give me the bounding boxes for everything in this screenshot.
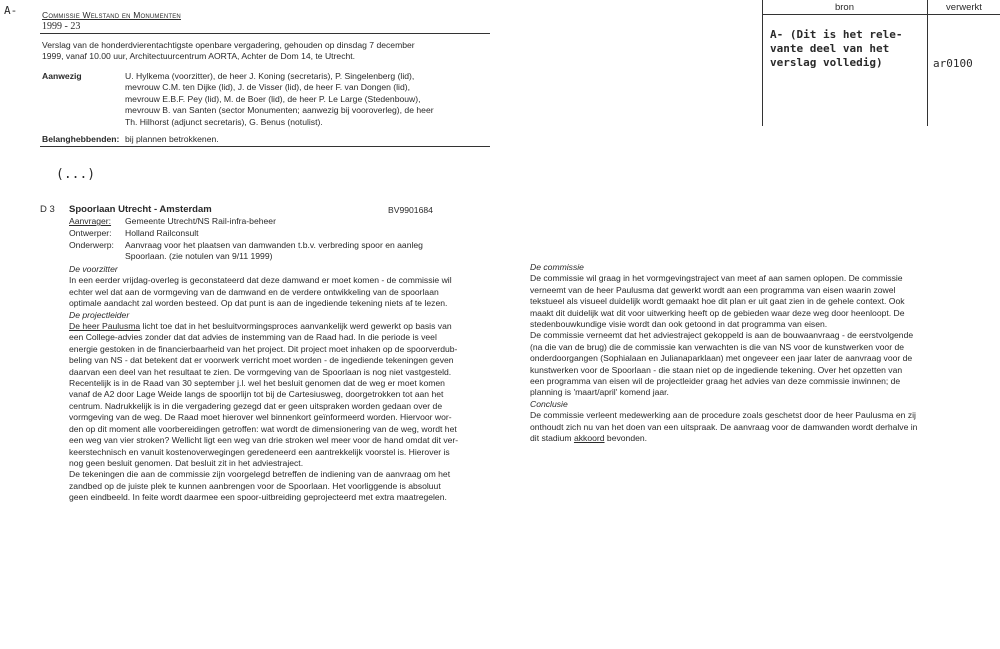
chair-line: echter wel dat aan de vormgeving van de damwand en de verdere ontwikkeling van de spoorlaan (69, 286, 439, 297)
box-header-rule (762, 14, 1000, 15)
right-column (530, 262, 975, 445)
ellipsis: (...) (56, 167, 96, 182)
designer-value: Holland Railconsult (125, 228, 199, 238)
left-column (69, 264, 509, 504)
projectleader-line: keerstechnisch en vanuit kostenoverwegingen geredeneerd een aantrekkelijk voorstel is. Hierover is (69, 446, 450, 457)
verdict-word: akkoord (573, 433, 605, 444)
present-line: mevrouw B. van Santen (sector Monumenten; aanwezig bij vooroverleg), de heer (125, 105, 434, 116)
projectleader-line: geen eindbeeld. In feite wordt daarmee een spoor-uitbreiding geprojecteerd met extra maatregelen. (69, 492, 447, 503)
subject-label: Onderwerp: (69, 240, 114, 250)
projectleader-name: De heer Paulusma (69, 321, 141, 332)
chair-line: In een eerder vrijdag-overleg is geconstateerd dat deze damwand er moet komen - de commissie wil (69, 275, 452, 286)
conclusion-last-pre: dit stadium (530, 433, 574, 444)
source-note-line: vante deel van het (770, 42, 890, 55)
present-line: Th. Hilhorst (adjunct secretaris), G. Benus (notulist). (125, 116, 323, 127)
source-code: ar0100 (933, 57, 973, 70)
projectleader-line: centrum. Nadrukkelijk is in die vergadering gezegd dat er geen uitspraken worden gedaan over de (69, 400, 443, 411)
conclusion-line: onthoudt zich nu van het doen van een uitspraak. De aanvraag voor de damwanden wordt derhalve in (530, 421, 918, 432)
bron-header: bron (834, 2, 854, 13)
projectleader-line: energie gestoken in de financierbaarheid van het project. Dit project moet inhaken op de spoorverdub- (69, 343, 458, 354)
present-label: Aanwezig (42, 71, 82, 81)
commission-line: (na die van de brug) die de commissie kan verwachten is die van NS voor de kunstwerken voor de (530, 341, 905, 352)
box-left-border (762, 0, 763, 126)
commission-line: kunstwerken voor de Spoorlaan - die staan niet op de ingediende tekening. Over het opzetten van (530, 364, 903, 375)
projectleader-line: De tekeningen die aan de commissie zijn voorgelegd betreffen de indiening van de aanvraag om het (69, 469, 451, 480)
present-line: mevrouw E.B.F. Pey (lid), M. de Boer (lid), de heer P. Le Large (Stedenbouw), (125, 93, 421, 104)
source-note-line: A- (Dit is het rele- (770, 28, 903, 41)
projectleader-line: een weg van vier stroken? Wellicht ligt een weg van drie stroken wel meer voor de hand omdat dit ver- (69, 435, 459, 446)
projectleader-heading: De projectleider (69, 309, 130, 320)
header-bottom-rule (40, 146, 490, 147)
intro-line: 1999, vanaf 10.00 uur, Architectuurcentrum AORTA, Achter de Dom 14, te Utrecht. (42, 51, 356, 62)
projectleader-line: nog geen besluit genomen. Dat besluit zit in het adviestraject. (69, 457, 304, 468)
report-intro (42, 40, 512, 63)
present-line: U. Hylkema (voorzitter), de heer J. Koning (secretaris), P. Singelenberg (lid), (125, 71, 415, 81)
item-reference: BV9901684 (388, 205, 433, 215)
commission-heading: De commissie (530, 262, 584, 272)
projectleader-line: daarvan een deel van het resultaat te zien. De vormgeving van de Spoorlaan is nog niet vastgesteld. (69, 366, 452, 377)
applicant-value: Gemeente Utrecht/NS Rail-infra-beheer (125, 216, 276, 226)
projectleader-line: Recentelijk is in de Raad van 30 september j.l. wel het besluit genomen dat de weg er moet komen (69, 378, 445, 389)
verwerkt-header: verwerkt (946, 2, 982, 13)
projectleader-first-line (69, 321, 509, 332)
margin-mark: A- (4, 4, 18, 17)
present-list (125, 71, 525, 128)
commission-line: planning is 'maart/april' komend jaar. (530, 387, 669, 398)
projectleader-line: vanaf de A2 door Lage Weide langs de spoorlijn tot bij de Cartesiusweg, doorgetrokken tot aan het (69, 389, 444, 400)
commission-line: verneemt van de heer Paulusma dat gewerkt wordt aan een programma van eisen waarin zowel (530, 284, 896, 295)
projectleader-first-rest: licht toe dat in het besluitvormingsproces aanvankelijk werd gewerkt op basis van (140, 321, 452, 332)
commission-line: een programma van eisen wil de projectleider graag het advies van deze commissie inwinnen; de (530, 376, 901, 387)
projectleader-line: den op dit moment alle voorbereidingen getroffen: wat wordt de dimensionering van de weg, wordt het (69, 423, 457, 434)
conclusion-heading: Conclusie (530, 398, 568, 409)
source-note-line: verslag volledig) (770, 56, 883, 69)
conclusion-last-line (530, 433, 975, 444)
projectleader-line: een College-advies zonder dat dat advies de instemming van de Raad had. In die periode is veel (69, 332, 437, 343)
item-number: D 3 (40, 204, 55, 215)
conclusion-last-post: bevonden. (604, 433, 648, 444)
designer-label: Ontwerper: (69, 228, 112, 238)
interested-value: bij plannen betrokkenen. (125, 134, 219, 144)
subject-line: Aanvraag voor het plaatsen van damwanden t.b.v. verbreding spoor en aanleg (125, 240, 423, 250)
interested-label: Belanghebbenden: (42, 134, 120, 144)
commission-line: maakt dit duidelijk wat dit voor uitwerking heeft op de gebieden waar deze weg door heenloopt. De (530, 307, 905, 318)
present-line: mevrouw C.M. ten Dijke (lid), J. de Visser (lid), de heer F. van Dongen (lid), (125, 82, 410, 93)
box-divider (927, 0, 928, 126)
subject-value (125, 240, 515, 263)
commission-line: De commissie verneemt dat het adviestraject gekoppeld is aan de bouwaanvraag - de eerstvolgende (530, 330, 914, 341)
chair-heading: De voorzitter (69, 264, 118, 274)
organization-name: Commissie Welstand en Monumenten (42, 10, 181, 20)
source-note (770, 28, 925, 70)
projectleader-line: zandbed op de juiste plek te kunnen aanbrengen voor de Spoorlaan. Het voorliggende is absoluut (69, 480, 441, 491)
item-title: Spoorlaan Utrecht - Amsterdam (69, 204, 212, 215)
commission-line: tekstueel als visueel duidelijk wordt gemaakt hoe dit plan er uit gaat zien in de gehele context. Ook (530, 296, 905, 307)
conclusion-line: De commissie verleent medewerking aan de procedure zoals geschetst door de heer Paulusma en zij (530, 410, 916, 421)
subject-line: Spoorlaan. (zie notulen van 9/11 1999) (125, 251, 273, 262)
commission-line: stedenbouwkundige visie wordt dan ook getoond in dat programma van eisen. (530, 319, 828, 330)
commission-line: onderdoorgangen (Sophialaan en Julianaparklaan) met ongeveer een jaar later de aanvraag voor de (530, 353, 913, 364)
commission-line: De commissie wil graag in het vormgevingstraject van meet af aan samen oplopen. De commissie (530, 273, 903, 284)
header-rule (40, 33, 490, 34)
projectleader-line: beling van NS - dat betekent dat er voorwerk verricht moet worden - de ingediende tekeningen geven (69, 355, 454, 366)
applicant-label: Aanvrager: (69, 216, 112, 226)
intro-line: Verslag van de honderdvierentachtigste openbare vergadering, gehouden op dinsdag 7 december (42, 40, 415, 50)
chair-line: optimale aandacht zal worden besteed. Op dat punt is aan de ingediende tekening niets af te lezen. (69, 298, 448, 309)
report-year: 1999 - 23 (42, 21, 81, 32)
projectleader-line: vormgeving van de weg. De Raad moet hierover wel binnenkort geïnformeerd worden. Hiervoor wor- (69, 412, 452, 423)
